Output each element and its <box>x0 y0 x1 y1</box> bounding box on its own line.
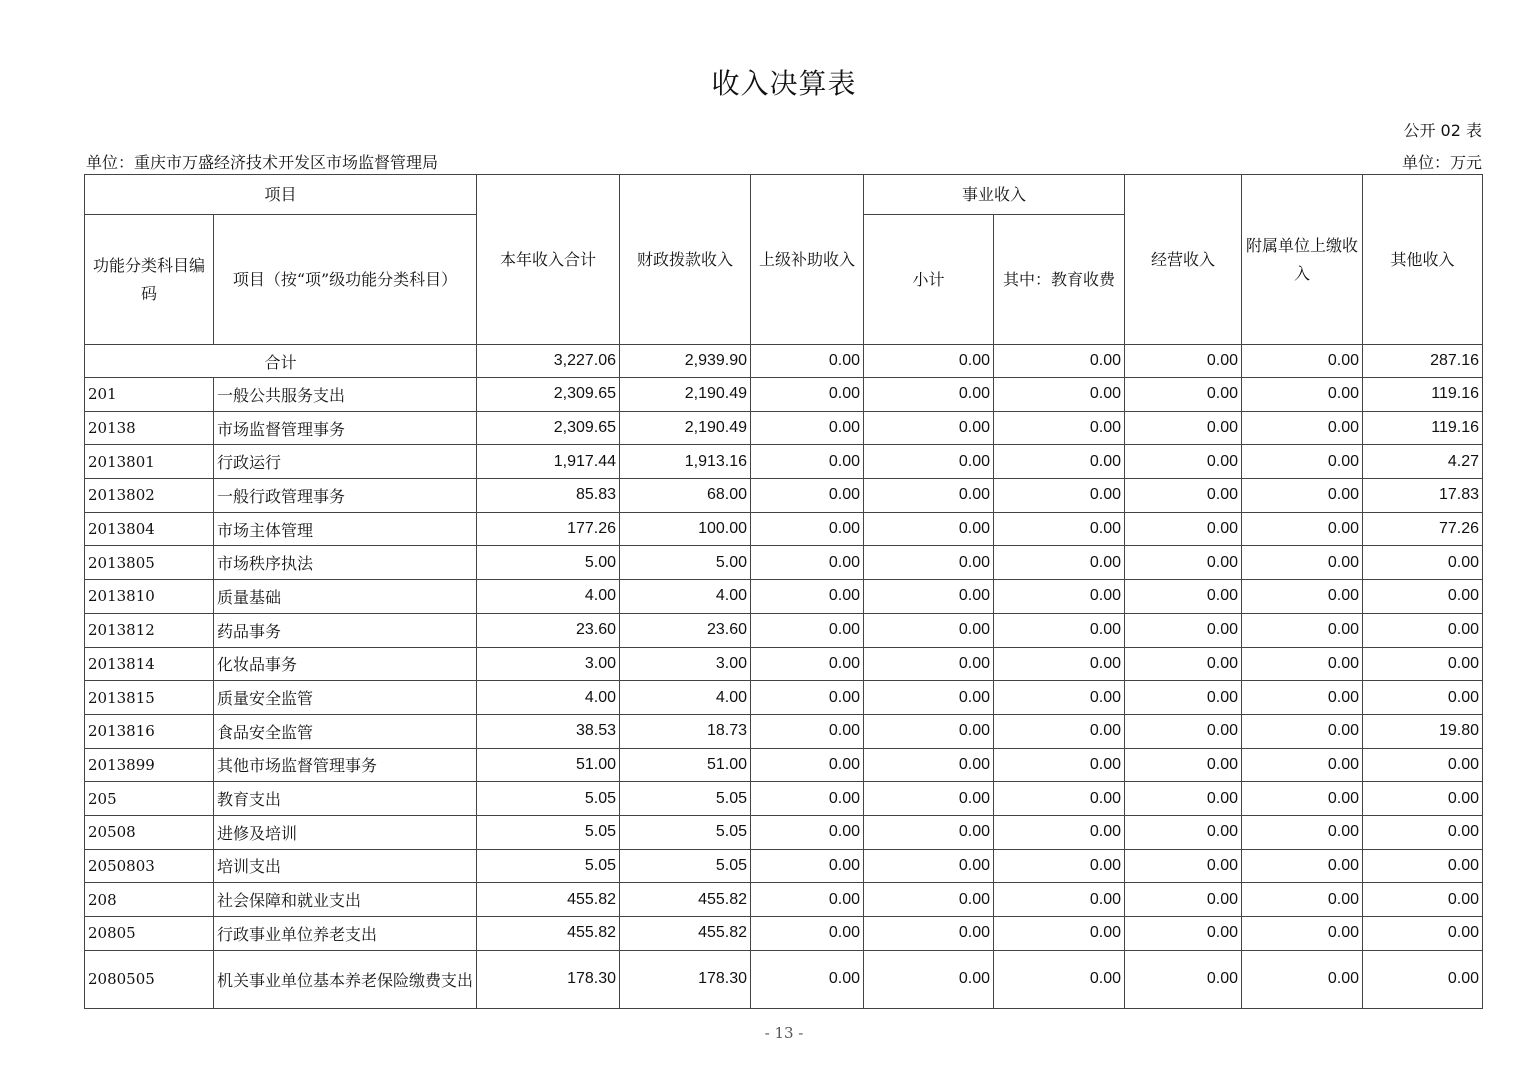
table-row <box>85 378 1483 412</box>
row-value: 0.00 <box>751 917 864 951</box>
total-value: 0.00 <box>751 345 864 378</box>
row-value: 2,309.65 <box>477 411 620 445</box>
unit-organization: 单位：重庆市万盛经济技术开发区市场监督管理局 <box>86 153 439 172</box>
row-value: 4.00 <box>620 580 751 614</box>
row-name: 药品事务 <box>214 613 477 647</box>
row-value: 0.00 <box>864 883 994 917</box>
row-value: 2,190.49 <box>620 411 751 445</box>
table-row <box>85 546 1483 580</box>
row-value: 119.16 <box>1363 378 1483 412</box>
row-value: 0.00 <box>1125 883 1242 917</box>
table-row <box>85 681 1483 715</box>
row-value: 0.00 <box>994 479 1125 513</box>
table-row <box>85 647 1483 681</box>
row-value: 0.00 <box>864 378 994 412</box>
row-value: 0.00 <box>994 613 1125 647</box>
row-value: 0.00 <box>994 815 1125 849</box>
row-value: 4.00 <box>477 580 620 614</box>
row-code: 201 <box>85 378 214 412</box>
total-value: 0.00 <box>1242 345 1363 378</box>
total-value: 0.00 <box>994 345 1125 378</box>
row-value: 455.82 <box>477 883 620 917</box>
header-education: 其中：教育收费 <box>994 215 1125 345</box>
row-name: 市场主体管理 <box>214 512 477 546</box>
row-code: 205 <box>85 782 214 816</box>
total-value: 2,939.90 <box>620 345 751 378</box>
header-other: 其他收入 <box>1363 175 1483 345</box>
row-value: 0.00 <box>751 378 864 412</box>
row-value: 4.27 <box>1363 445 1483 479</box>
row-value: 0.00 <box>751 613 864 647</box>
row-value: 1,913.16 <box>620 445 751 479</box>
row-value: 0.00 <box>1363 917 1483 951</box>
row-code: 2013814 <box>85 647 214 681</box>
row-value: 5.05 <box>620 849 751 883</box>
row-value: 0.00 <box>864 647 994 681</box>
row-value: 0.00 <box>1363 580 1483 614</box>
row-value: 0.00 <box>1363 647 1483 681</box>
row-name: 培训支出 <box>214 849 477 883</box>
row-value: 5.00 <box>620 546 751 580</box>
table-row <box>85 950 1483 1008</box>
row-value: 0.00 <box>1242 681 1363 715</box>
row-value: 5.05 <box>477 782 620 816</box>
header-fiscal: 财政拨款收入 <box>620 175 751 345</box>
row-value: 0.00 <box>1125 917 1242 951</box>
row-name: 食品安全监管 <box>214 714 477 748</box>
row-value: 68.00 <box>620 479 751 513</box>
row-value: 0.00 <box>1125 445 1242 479</box>
row-value: 0.00 <box>1125 950 1242 1008</box>
row-value: 0.00 <box>1125 479 1242 513</box>
row-value: 0.00 <box>1242 445 1363 479</box>
row-value: 5.00 <box>477 546 620 580</box>
row-value: 4.00 <box>620 681 751 715</box>
row-code: 20138 <box>85 411 214 445</box>
row-value: 0.00 <box>864 580 994 614</box>
row-value: 178.30 <box>477 950 620 1008</box>
unit-currency: 单位：万元 <box>1401 153 1482 172</box>
row-value: 0.00 <box>1242 782 1363 816</box>
row-name: 质量基础 <box>214 580 477 614</box>
table-row <box>85 479 1483 513</box>
row-value: 0.00 <box>1242 815 1363 849</box>
row-value: 0.00 <box>1242 613 1363 647</box>
page-title: 收入决算表 <box>711 67 857 100</box>
row-value: 0.00 <box>1242 849 1363 883</box>
row-code: 2013815 <box>85 681 214 715</box>
header-operating: 经营收入 <box>1125 175 1242 345</box>
row-code: 2013805 <box>85 546 214 580</box>
row-code: 20805 <box>85 917 214 951</box>
row-value: 0.00 <box>751 748 864 782</box>
row-name: 质量安全监管 <box>214 681 477 715</box>
row-value: 0.00 <box>864 479 994 513</box>
row-value: 0.00 <box>994 782 1125 816</box>
row-value: 0.00 <box>994 411 1125 445</box>
row-value: 0.00 <box>864 445 994 479</box>
row-value: 0.00 <box>1125 681 1242 715</box>
row-value: 0.00 <box>864 546 994 580</box>
row-code: 2080505 <box>85 950 214 1008</box>
row-value: 0.00 <box>751 815 864 849</box>
row-name: 市场秩序执法 <box>214 546 477 580</box>
total-value: 287.16 <box>1363 345 1483 378</box>
row-code: 20508 <box>85 815 214 849</box>
row-value: 5.05 <box>477 849 620 883</box>
row-value: 77.26 <box>1363 512 1483 546</box>
row-value: 0.00 <box>1125 546 1242 580</box>
row-value: 0.00 <box>1242 411 1363 445</box>
row-value: 0.00 <box>1125 378 1242 412</box>
row-value: 0.00 <box>864 782 994 816</box>
table-row <box>85 580 1483 614</box>
table-row <box>85 411 1483 445</box>
row-value: 38.53 <box>477 714 620 748</box>
table-row <box>85 849 1483 883</box>
row-value: 0.00 <box>1242 378 1363 412</box>
table-row <box>85 714 1483 748</box>
row-value: 0.00 <box>1363 546 1483 580</box>
row-value: 0.00 <box>994 546 1125 580</box>
table-body <box>85 345 1483 1009</box>
row-value: 0.00 <box>751 411 864 445</box>
row-value: 0.00 <box>1125 849 1242 883</box>
row-value: 19.80 <box>1363 714 1483 748</box>
row-value: 5.05 <box>620 782 751 816</box>
row-value: 0.00 <box>1125 815 1242 849</box>
row-code: 2013804 <box>85 512 214 546</box>
row-value: 0.00 <box>751 714 864 748</box>
table-row <box>85 748 1483 782</box>
row-value: 0.00 <box>751 445 864 479</box>
row-name: 一般行政管理事务 <box>214 479 477 513</box>
row-value: 0.00 <box>994 647 1125 681</box>
row-value: 0.00 <box>751 647 864 681</box>
total-label: 合计 <box>85 345 477 378</box>
income-table <box>84 174 1483 1009</box>
row-value: 0.00 <box>1242 546 1363 580</box>
row-value: 0.00 <box>1363 815 1483 849</box>
table-row <box>85 782 1483 816</box>
row-value: 0.00 <box>994 580 1125 614</box>
row-name: 教育支出 <box>214 782 477 816</box>
row-name: 机关事业单位基本养老保险缴费支出 <box>214 950 477 1008</box>
row-value: 17.83 <box>1363 479 1483 513</box>
row-value: 0.00 <box>994 748 1125 782</box>
row-value: 0.00 <box>1125 714 1242 748</box>
header-superior: 上级补助收入 <box>751 175 864 345</box>
row-value: 0.00 <box>751 950 864 1008</box>
row-value: 0.00 <box>751 580 864 614</box>
row-value: 0.00 <box>1242 479 1363 513</box>
header-affiliated: 附属单位上缴收入 <box>1242 175 1363 345</box>
row-value: 23.60 <box>477 613 620 647</box>
row-name: 其他市场监督管理事务 <box>214 748 477 782</box>
row-value: 0.00 <box>751 883 864 917</box>
row-value: 0.00 <box>1242 580 1363 614</box>
row-value: 0.00 <box>994 849 1125 883</box>
row-value: 0.00 <box>864 950 994 1008</box>
row-value: 5.05 <box>620 815 751 849</box>
row-value: 0.00 <box>864 917 994 951</box>
row-value: 0.00 <box>864 714 994 748</box>
table-row <box>85 917 1483 951</box>
table-row <box>85 815 1483 849</box>
header-subtotal: 小计 <box>864 215 994 345</box>
row-name: 社会保障和就业支出 <box>214 883 477 917</box>
row-value: 0.00 <box>1363 849 1483 883</box>
row-value: 177.26 <box>477 512 620 546</box>
row-value: 0.00 <box>751 479 864 513</box>
row-value: 0.00 <box>1242 748 1363 782</box>
row-value: 455.82 <box>620 883 751 917</box>
row-code: 2013802 <box>85 479 214 513</box>
row-value: 0.00 <box>864 411 994 445</box>
row-value: 0.00 <box>864 849 994 883</box>
table-row <box>85 613 1483 647</box>
row-code: 2013810 <box>85 580 214 614</box>
row-value: 0.00 <box>1242 714 1363 748</box>
row-code: 208 <box>85 883 214 917</box>
row-value: 0.00 <box>1242 512 1363 546</box>
row-value: 0.00 <box>864 748 994 782</box>
row-value: 0.00 <box>994 512 1125 546</box>
row-value: 0.00 <box>864 681 994 715</box>
total-value: 0.00 <box>1125 345 1242 378</box>
row-value: 0.00 <box>1363 950 1483 1008</box>
row-value: 0.00 <box>864 613 994 647</box>
row-value: 0.00 <box>1363 681 1483 715</box>
row-value: 0.00 <box>751 681 864 715</box>
row-value: 1,917.44 <box>477 445 620 479</box>
row-value: 0.00 <box>1363 782 1483 816</box>
row-value: 119.16 <box>1363 411 1483 445</box>
row-value: 0.00 <box>1242 883 1363 917</box>
row-code: 2050803 <box>85 849 214 883</box>
row-value: 0.00 <box>864 815 994 849</box>
row-value: 2,190.49 <box>620 378 751 412</box>
row-value: 0.00 <box>1242 950 1363 1008</box>
total-row <box>85 345 1483 378</box>
header-total: 本年收入合计 <box>477 175 620 345</box>
row-value: 2,309.65 <box>477 378 620 412</box>
row-value: 0.00 <box>1363 883 1483 917</box>
row-value: 0.00 <box>994 714 1125 748</box>
row-value: 23.60 <box>620 613 751 647</box>
form-number: 公开 02 表 <box>1403 121 1482 140</box>
row-value: 0.00 <box>1363 613 1483 647</box>
row-value: 3.00 <box>477 647 620 681</box>
row-value: 0.00 <box>751 849 864 883</box>
row-value: 0.00 <box>994 681 1125 715</box>
row-value: 0.00 <box>1125 748 1242 782</box>
row-value: 0.00 <box>1363 748 1483 782</box>
row-code: 2013816 <box>85 714 214 748</box>
row-value: 0.00 <box>1125 613 1242 647</box>
table-row <box>85 445 1483 479</box>
row-name: 化妆品事务 <box>214 647 477 681</box>
row-name: 一般公共服务支出 <box>214 378 477 412</box>
row-value: 178.30 <box>620 950 751 1008</box>
header-business-group: 事业收入 <box>864 175 1125 215</box>
row-value: 3.00 <box>620 647 751 681</box>
row-value: 4.00 <box>477 681 620 715</box>
row-value: 0.00 <box>994 917 1125 951</box>
header-project: 项目 <box>85 175 477 215</box>
row-value: 0.00 <box>1125 411 1242 445</box>
row-value: 0.00 <box>1242 917 1363 951</box>
row-value: 85.83 <box>477 479 620 513</box>
row-value: 0.00 <box>994 950 1125 1008</box>
row-name: 进修及培训 <box>214 815 477 849</box>
row-code: 2013812 <box>85 613 214 647</box>
header-name: 项目（按“项”级功能分类科目） <box>214 215 477 345</box>
row-value: 455.82 <box>477 917 620 951</box>
row-name: 行政运行 <box>214 445 477 479</box>
row-code: 2013801 <box>85 445 214 479</box>
header-code: 功能分类科目编码 <box>85 215 214 345</box>
total-value: 0.00 <box>864 345 994 378</box>
row-code: 2013899 <box>85 748 214 782</box>
row-value: 0.00 <box>751 512 864 546</box>
row-value: 0.00 <box>751 546 864 580</box>
row-value: 0.00 <box>1242 647 1363 681</box>
row-value: 0.00 <box>751 782 864 816</box>
row-value: 0.00 <box>994 378 1125 412</box>
row-value: 51.00 <box>477 748 620 782</box>
row-value: 0.00 <box>994 883 1125 917</box>
row-value: 0.00 <box>1125 782 1242 816</box>
table-row <box>85 883 1483 917</box>
row-name: 行政事业单位养老支出 <box>214 917 477 951</box>
row-value: 0.00 <box>1125 512 1242 546</box>
total-value: 3,227.06 <box>477 345 620 378</box>
table-row <box>85 512 1483 546</box>
row-value: 0.00 <box>864 512 994 546</box>
row-value: 5.05 <box>477 815 620 849</box>
row-value: 51.00 <box>620 748 751 782</box>
row-name: 市场监督管理事务 <box>214 411 477 445</box>
row-value: 18.73 <box>620 714 751 748</box>
row-value: 0.00 <box>1125 647 1242 681</box>
row-value: 100.00 <box>620 512 751 546</box>
row-value: 455.82 <box>620 917 751 951</box>
row-value: 0.00 <box>994 445 1125 479</box>
row-value: 0.00 <box>1125 580 1242 614</box>
page-number: - 13 - <box>764 1024 804 1042</box>
